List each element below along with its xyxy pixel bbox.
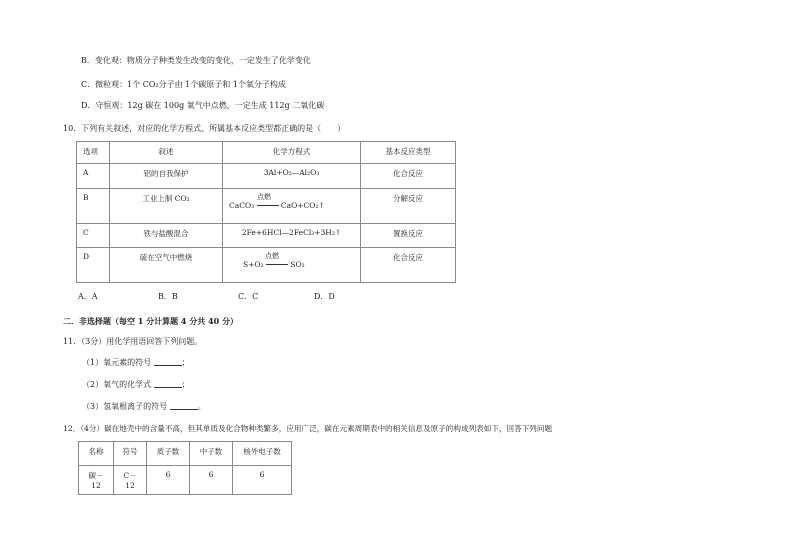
header-cell: 基本反应类型 [361, 142, 456, 164]
header-cell: 选项 [77, 142, 110, 164]
q9-option-d: D．守恒观：12g 碳在 100g 氧气中点燃，一定生成 112g 二氧化碳 [81, 101, 325, 110]
q9-option-c: C．微粒观：1个 CO₂分子由 1个碳原子和 1个氧分子构成 [81, 80, 286, 89]
choice-c[interactable]: C．C [238, 292, 259, 301]
header-cell: 叙述 [110, 142, 223, 164]
header-cell: 核外电子数 [233, 442, 292, 466]
reaction-arrow [257, 205, 279, 206]
type-cell: 化合反应 [361, 248, 456, 283]
choice-b[interactable]: B．B [158, 292, 178, 301]
section-title: 二．非选择题（每空 1 分计算题 4 分共 40 分） [63, 316, 238, 326]
desc-cell: 铁与盐酸混合 [110, 224, 223, 248]
equation-cell: 2Fe+6HCl—2FeCl₃+3H₂↑ [223, 224, 361, 248]
reaction-equation: CaCO₃ 点燃 CaO+CO₂↑ [229, 193, 325, 210]
q11-part-2: （2）氧气的化学式 ； [82, 380, 190, 389]
option-cell: C [77, 224, 110, 248]
type-cell: 化合反应 [361, 164, 456, 189]
header-cell: 名称 [79, 442, 114, 466]
q9-option-b: B．变化观：物质分子种类发生改变的变化，一定发生了化学变化 [81, 56, 311, 65]
q12-stem: 12．（4分）碳在地壳中的含量不高，但其单质及化合物种类繁多，应用广泛，碳在元素周期表中的相关信息及原子的构成列表如下，回答下列问题 [63, 424, 553, 433]
table-header-row [79, 442, 292, 466]
type-cell: 分解反应 [361, 189, 456, 224]
header-cell: 化学方程式 [223, 142, 361, 164]
table-row [77, 189, 456, 224]
option-cell: D [77, 248, 110, 283]
table-row [77, 164, 456, 189]
cell: 6 [190, 466, 233, 495]
table-row [77, 248, 456, 283]
header-cell: 符号 [114, 442, 147, 466]
cell: 6 [233, 466, 292, 495]
answer-blank[interactable] [154, 358, 182, 366]
table-row [77, 224, 456, 248]
q11-part-1: （1）氧元素的符号 ； [82, 358, 190, 367]
table-row [79, 466, 292, 495]
choice-d[interactable]: D．D [314, 292, 335, 301]
option-cell: B [77, 189, 110, 224]
reaction-condition: 点燃 [265, 252, 279, 260]
desc-cell: 硫在空气中燃烧 [110, 248, 223, 283]
equation-cell: 3Al+O₂—Al₂O₃ [223, 164, 361, 189]
reaction-arrow [266, 264, 288, 265]
header-cell: 质子数 [147, 442, 190, 466]
reaction-equation: S+O₂ 点燃 SO₂ [243, 252, 305, 269]
cell: 6 [147, 466, 190, 495]
equation-cell [223, 248, 361, 283]
q12-table [78, 441, 292, 495]
reaction-condition: 点燃 [257, 193, 271, 201]
q10-stem: 10．下列有关叙述，对应的化学方程式、所属基本反应类型都正确的是（ ） [63, 124, 346, 133]
equation-cell [223, 189, 361, 224]
desc-cell: 铝的自我保护 [110, 164, 223, 189]
q11-stem: 11．（3分）用化学用语回答下列问题。 [63, 337, 203, 346]
option-cell: A [77, 164, 110, 189]
answer-blank[interactable] [170, 402, 198, 410]
q11-part-3: （3）氢氧根离子的符号 。 [82, 402, 206, 411]
table-header-row [77, 142, 456, 164]
type-cell: 置换反应 [361, 224, 456, 248]
q10-choices [78, 292, 335, 302]
header-cell: 中子数 [190, 442, 233, 466]
cell: 碳－12 [79, 466, 114, 495]
desc-cell: 工业上制 CO₂ [110, 189, 223, 224]
choice-a[interactable]: A．A [78, 292, 98, 301]
cell: C－12 [114, 466, 147, 495]
q10-table [76, 141, 456, 283]
answer-blank[interactable] [154, 380, 182, 388]
